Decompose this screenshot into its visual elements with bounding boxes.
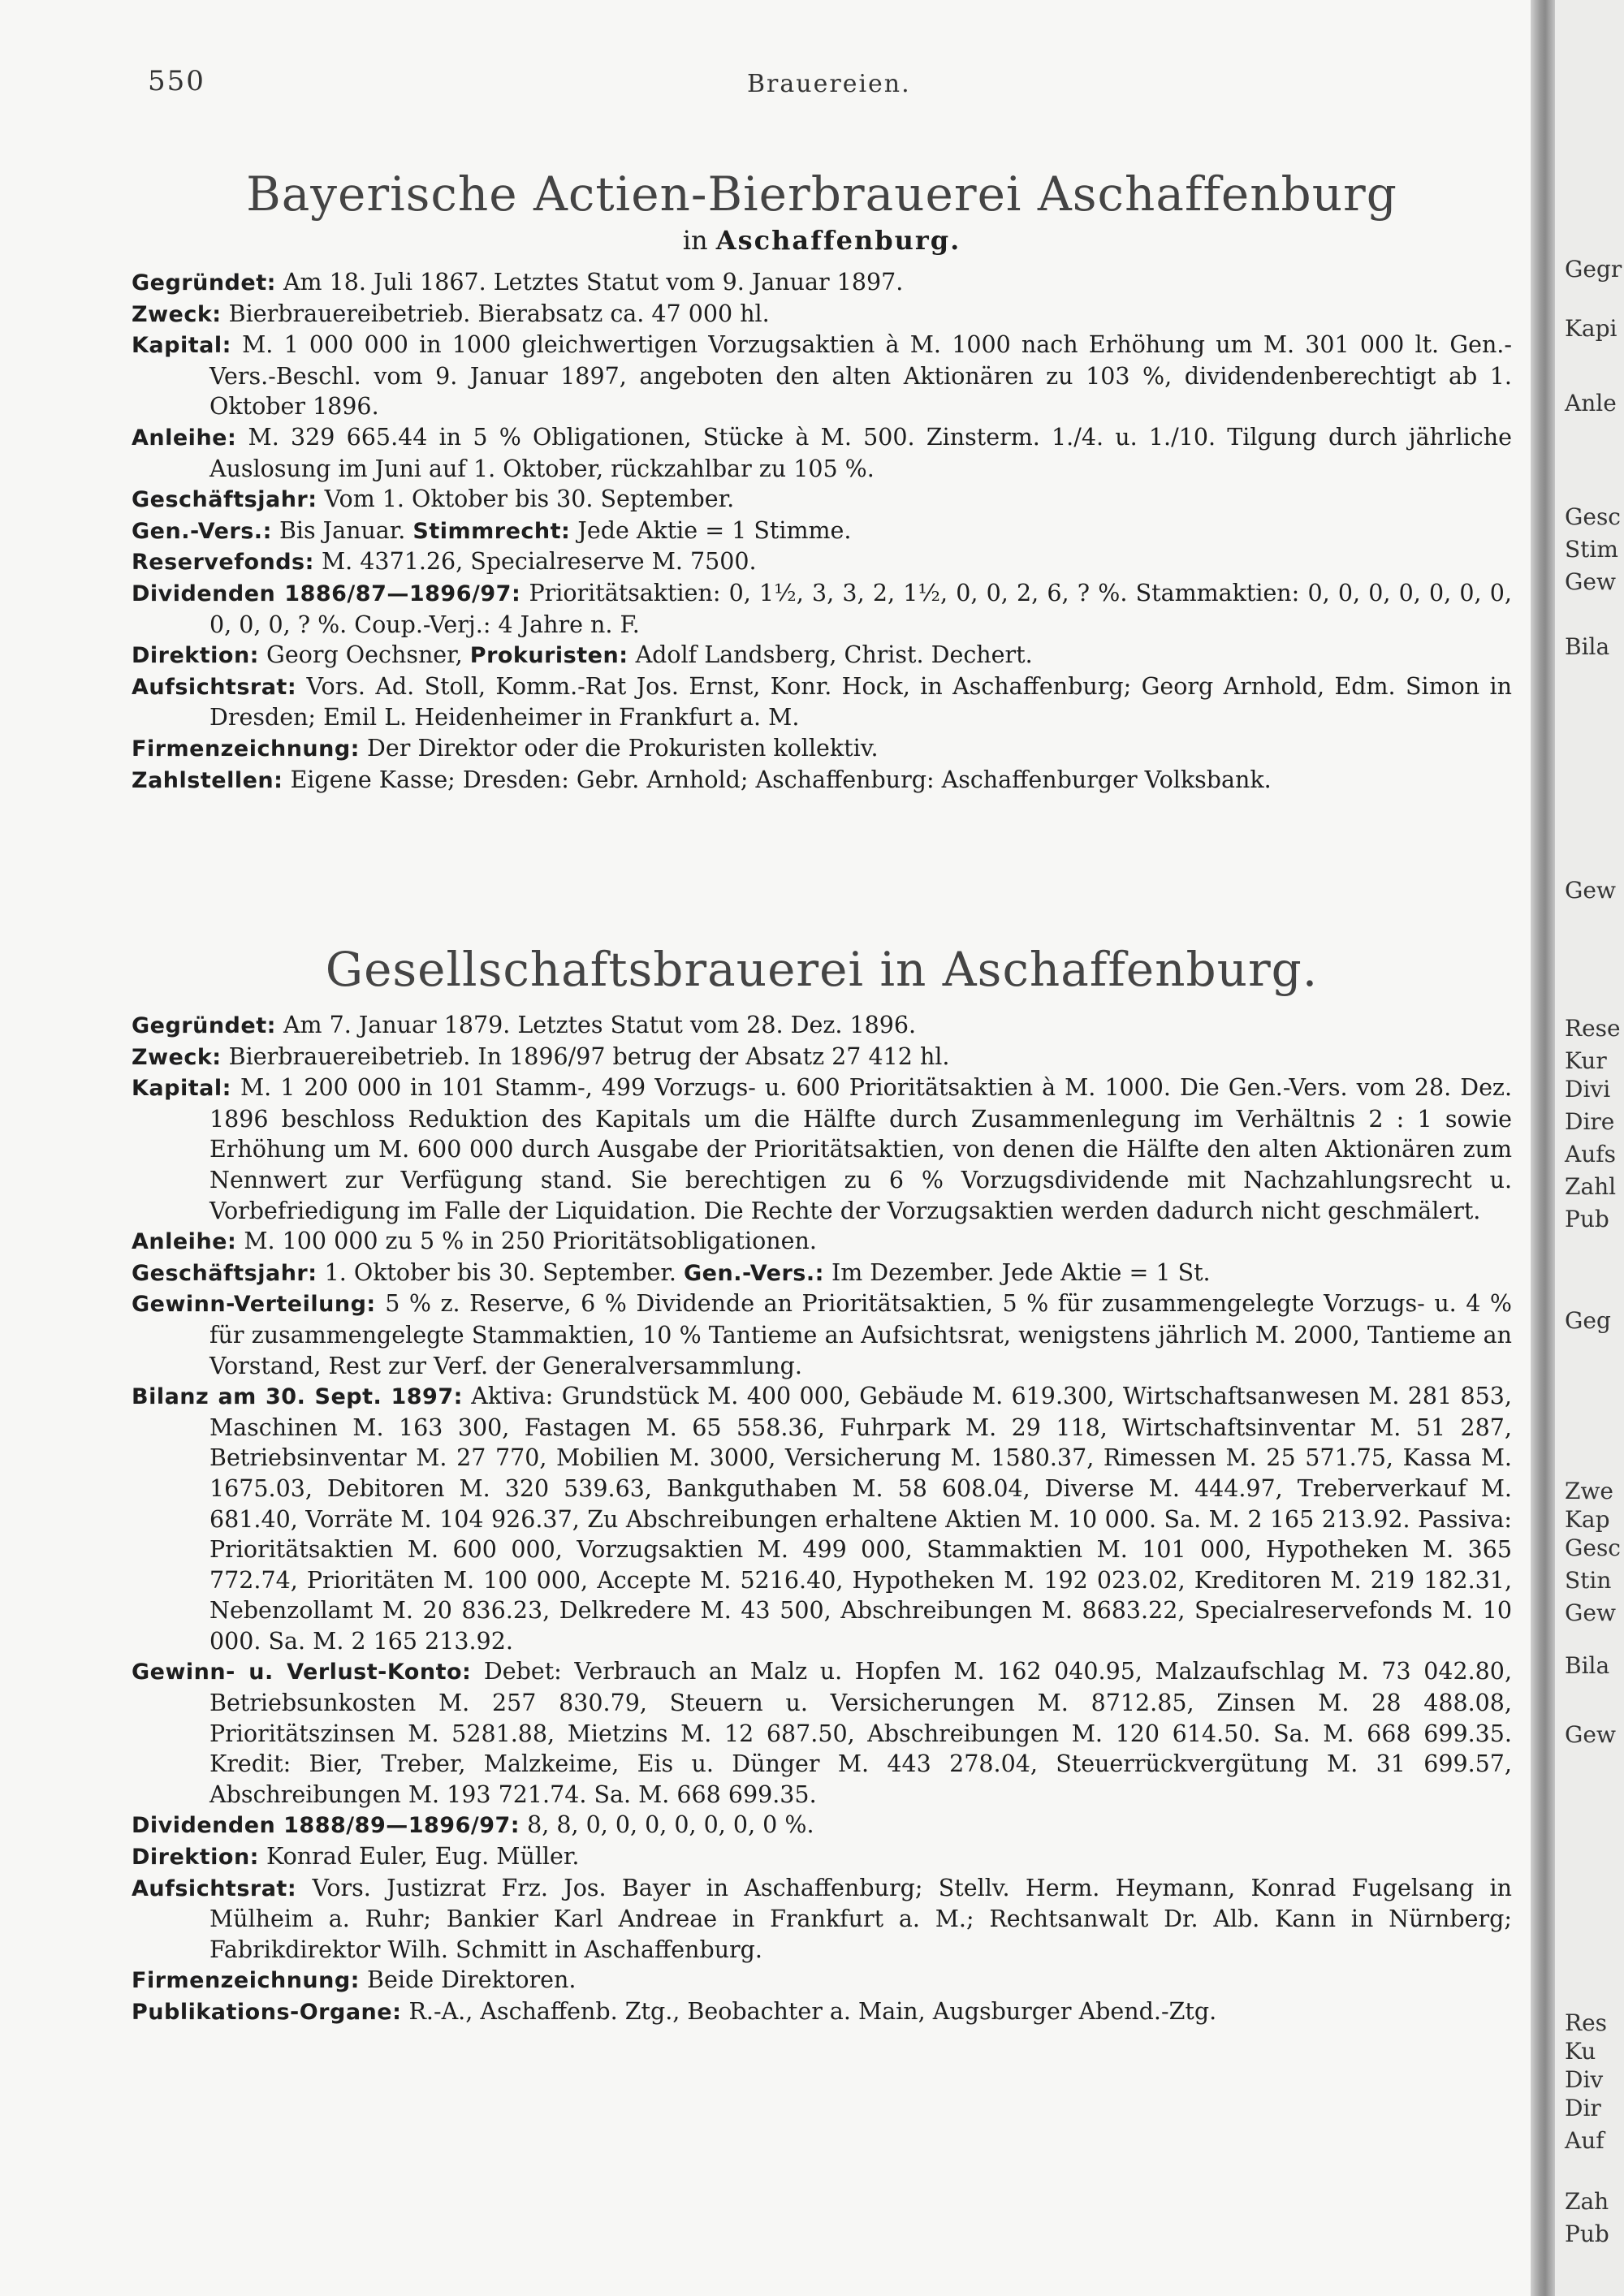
company-entry-bayerische (132, 166, 1512, 796)
entry-list (132, 267, 1512, 796)
entry-label: Dividenden 1888/89—1896/97: (132, 1813, 520, 1839)
entry-text: Konrad Euler, Eug. Müller. (266, 1843, 580, 1871)
entry-label: Zweck: (132, 1044, 222, 1070)
entry-line (132, 1042, 1512, 1073)
company-entry-gesellschaftsbrauerei (132, 942, 1512, 2028)
adjacent-page-fragment: Geg (1565, 1307, 1611, 1334)
company-title: Bayerische Actien-Bierbrauerei Aschaffenburg (246, 166, 1397, 222)
adjacent-page-fragment: Stin (1565, 1567, 1612, 1594)
entry-line (132, 733, 1512, 765)
adjacent-page-fragment: Gesc (1565, 503, 1621, 530)
entry-text: R.-A., Aschaffenb. Ztg., Beobachter a. Main, Augsburger Abend.-Ztg. (408, 1998, 1217, 2025)
adjacent-page-fragment: Kapi (1565, 315, 1618, 342)
entry-label: Aufsichtsrat: (132, 1875, 297, 1901)
adjacent-page-fragment: Stim (1565, 536, 1618, 563)
entry-label: Direktion: (132, 1845, 259, 1871)
entry-label: Kapital: (132, 1076, 231, 1102)
entry-line (132, 516, 1512, 547)
entry-line (132, 1965, 1512, 1996)
entry-text: Aktiva: Grundstück M. 400 000, Gebäude M. 619.300, Wirtschaftsanwesen M. 281 853, Maschinen M. 163 300, Fastagen M. 65 558.36, Fuhrpark M. 29 118, Wirtschaftsinventar M. 51 287, Betriebsinventar M. 27 770, Mobilien M. 3000, Versicherung M. 1580.37, Rimessen M. 25 571.75, Kassa M. 1675.03, Debitoren M. 320 539.63, Bankguthaben M. 58 608.04, Diverse M. 444.97, Treberverkauf M. 681.40, Vorräte M. 104 926.37, Zu Abschreibungen erhaltene Aktien M. 10 000. Sa. M. 2 165 213.92. Passiva: Prioritätsaktien M. 600 000, Vorzugsaktien M. 499 000, Stammaktien M. 101 000, Hypotheken M. 365 772.74, Prioritäten M. 100 000, Accepte M. 5216.40, Hypotheken M. 192 023.02, Kreditoren M. 219 182.31, Nebenzollamt M. 20 836.23, Delkredere M. 43 500, Abschreibungen M. 8683.22, Specialreservefonds M. 10 000. Sa. M. 2 165 213.92. (209, 1383, 1512, 1655)
entry-label: Firmenzeichnung: (132, 736, 360, 762)
entry-label: Reservefonds: (132, 550, 314, 576)
entry-text: Prioritätsaktien: 0, 1½, 3, 3, 2, 1½, 0, 0, 2, 6, ? %. Stammaktien: 0, 0, 0, 0, 0, 0, 0, 0, 0, 0, ? %. Coup.-Verj.: 4 Jahre n. F. (209, 579, 1512, 638)
entry-label: Publikations-Organe: (132, 2000, 402, 2025)
adjacent-page-fragment: Div (1565, 2066, 1604, 2093)
entry-label: Anleihe: (132, 1229, 237, 1255)
entry-label: Gen.-Vers.: (132, 518, 272, 544)
entry-text: Adolf Landsberg, Christ. Dechert. (635, 641, 1033, 669)
adjacent-page-fragment: Dir (1565, 2095, 1601, 2121)
entry-label: Prokuristen: (469, 643, 628, 669)
entry-text: Bierbrauereibetrieb. Bierabsatz ca. 47 000 hl. (228, 300, 770, 327)
adjacent-page-fragment: Bila (1565, 1652, 1610, 1679)
entry-label: Firmenzeichnung: (132, 1968, 360, 1994)
entry-text: Am 7. Januar 1879. Letztes Statut vom 28. Dez. 1896. (283, 1012, 917, 1038)
entry-text: M. 329 665.44 in 5 % Obligationen, Stücke à M. 500. Zinsterm. 1./4. u. 1./10. Tilgung durch jährliche Auslosung im Juni auf 1. Oktober, rückzahlbar zu 105 %. (209, 423, 1512, 482)
entry-text: Vors. Justizrat Frz. Jos. Bayer in Aschaffenburg; Stellv. Herm. Heymann, Konrad Fugelsang in Mülheim a. Ruhr; Bankier Karl Andreae in Frankfurt a. M.; Rechtsanwalt Dr. Alb. Kann in Nürnberg; Fabrikdirektor Wilh. Schmitt in Aschaffenburg. (209, 1874, 1512, 1963)
adjacent-page-fragment: Gew (1565, 568, 1616, 595)
adjacent-page-fragment: Auf (1565, 2127, 1605, 2154)
entry-text: Im Dezember. Jede Aktie = 1 St. (831, 1258, 1211, 1286)
adjacent-page-fragment: Pub (1565, 2220, 1609, 2247)
entry-label: Dividenden 1886/87—1896/97: (132, 580, 521, 606)
entry-label: Stimmrecht: (412, 518, 571, 544)
entry-label: Gewinn-Verteilung: (132, 1292, 376, 1318)
adjacent-page-fragment: Zah (1565, 2188, 1609, 2215)
adjacent-page-fragment: Zahl (1565, 1173, 1617, 1200)
location-prefix: in (682, 225, 708, 256)
adjacent-page-fragment: Dire (1565, 1108, 1615, 1135)
entry-line (132, 484, 1512, 516)
entry-label: Aufsichtsrat: (132, 674, 297, 700)
entry-text: Bis Januar. (279, 516, 406, 544)
entry-list (132, 1010, 1512, 2028)
entry-label: Kapital: (132, 333, 231, 359)
entry-label: Geschäftsjahr: (132, 1260, 317, 1286)
entry-text: 1. Oktober bis 30. September. (324, 1258, 676, 1286)
entry-line (132, 1381, 1512, 1656)
entry-line (132, 1288, 1512, 1381)
entry-text: Vors. Ad. Stoll, Komm.-Rat Jos. Ernst, Konr. Hock, in Aschaffenburg; Georg Arnhold, Edm. Simon in Dresden; Emil L. Heidenheimer in Frankfurt a. M. (209, 672, 1512, 732)
entry-text: 5 % z. Reserve, 6 % Dividende an Prioritätsaktien, 5 % für zusammengelegte Vorzugs- u. 4 % für zusammengelegte Stammaktien, 10 % Tantieme an Aufsichtsrat, wenigstens jährlich M. 2000, Tantieme an Vorstand, Rest zur Verf. der Generalversammlung. (209, 1290, 1512, 1379)
running-head: Brauereien. (747, 70, 911, 98)
entry-label: Gen.-Vers.: (684, 1260, 824, 1286)
entry-line (132, 671, 1512, 733)
entry-line (132, 1810, 1512, 1841)
entry-text: Beide Direktoren. (367, 1966, 577, 1994)
entry-line (132, 422, 1512, 484)
adjacent-page-fragment: Divi (1565, 1076, 1611, 1103)
entry-label: Anleihe: (132, 425, 237, 451)
entry-text: Am 18. Juli 1867. Letztes Statut vom 9. Januar 1897. (283, 269, 904, 296)
entry-line (132, 330, 1512, 422)
entry-text: 8, 8, 0, 0, 0, 0, 0, 0, 0 %. (527, 1811, 814, 1839)
adjacent-page-fragment: Kur (1565, 1047, 1607, 1074)
company-location (132, 225, 1512, 256)
entry-label: Gewinn- u. Verlust-Konto: (132, 1659, 472, 1685)
entry-text: Der Direktor oder die Prokuristen kollektiv. (367, 734, 879, 762)
adjacent-page-fragment: Ku (1565, 2038, 1596, 2065)
adjacent-page-fragment: Anle (1565, 390, 1617, 416)
adjacent-page-fragment: Rese (1565, 1015, 1621, 1042)
entry-label: Zweck: (132, 301, 222, 327)
adjacent-page-fragment: Aufs (1565, 1141, 1616, 1167)
entry-text: Georg Oechsner, (266, 641, 463, 669)
adjacent-page-fragment: Gew (1565, 877, 1616, 904)
entry-label: Zahlstellen: (132, 767, 283, 793)
adjacent-page-fragment: Bila (1565, 633, 1610, 660)
entry-line (132, 578, 1512, 640)
adjacent-page-fragment: Gesc (1565, 1534, 1621, 1561)
entry-text: Eigene Kasse; Dresden: Gebr. Arnhold; Aschaffenburg: Aschaffenburger Volksbank. (290, 766, 1272, 793)
entry-text: Jede Aktie = 1 Stimme. (577, 516, 852, 544)
entry-label: Gegründet: (132, 1013, 276, 1038)
adjacent-page-fragment: Gegr (1565, 256, 1622, 283)
page-number: 550 (148, 65, 205, 97)
entry-line (132, 1072, 1512, 1226)
entry-line (132, 546, 1512, 578)
entry-text: Vom 1. Oktober bis 30. September. (324, 486, 735, 513)
adjacent-page-fragment: Zwe (1565, 1478, 1613, 1504)
entry-line (132, 1010, 1512, 1042)
entry-label: Gegründet: (132, 270, 276, 296)
entry-text: M. 4371.26, Specialreserve M. 7500. (322, 548, 757, 576)
entry-label: Bilanz am 30. Sept. 1897: (132, 1384, 463, 1410)
entry-line (132, 1996, 1512, 2028)
location-name: Aschaffenburg. (715, 225, 961, 256)
book-gutter (1531, 0, 1555, 2296)
entry-line (132, 1656, 1512, 1810)
adjacent-page-edge (1555, 0, 1624, 2296)
entry-text: M. 100 000 zu 5 % in 250 Prioritätsobligationen. (244, 1228, 817, 1255)
entry-label: Geschäftsjahr: (132, 487, 317, 513)
entry-label: Direktion: (132, 643, 259, 669)
entry-line (132, 1258, 1512, 1289)
entry-line (132, 1226, 1512, 1258)
company-title: Gesellschaftsbrauerei in Aschaffenburg. (325, 942, 1319, 997)
adjacent-page-fragment: Pub (1565, 1206, 1609, 1232)
entry-line (132, 765, 1512, 796)
entry-line (132, 640, 1512, 671)
entry-text: Debet: Verbrauch an Malz u. Hopfen M. 162 040.95, Malzaufschlag M. 73 042.80, Betriebsunkosten M. 257 830.79, Steuern u. Versicherungen M. 8712.85, Zinsen M. 28 488.08, Prioritätszinsen M. 5281.88, Mietzins M. 12 687.50, Abschreibungen M. 120 614.50. Sa. M. 668 699.35. Kredit: Bier, Treber, Malzkeime, Eis u. Dünger M. 443 278.04, Steuerrückvergütung M. 31 699.57, Abschreibungen M. 193 721.74. Sa. M. 668 699.35. (209, 1658, 1513, 1808)
entry-line (132, 267, 1512, 299)
entry-text: M. 1 200 000 in 101 Stamm-, 499 Vorzugs- u. 600 Prioritätsaktien à M. 1000. Die Gen.-Vers. vom 28. Dez. 1896 beschloss Reduktion des Kapitals um die Hälfte durch Zusammenlegung im Verhältnis 2 : 1 sowie Erhöhung um M. 600 000 durch Ausgabe der Prioritätsaktien, von denen die Hälfte den alten Aktionären zum Nennwert zur Verfügung stand. Sie berechtigen zu 6 % Vorzugsdividende mit Nachzahlungsrecht u. Vorbefriedigung im Falle der Liquidation. Die Rechte der Vorzugsaktien werden dadurch nicht geschmälert. (209, 1074, 1513, 1224)
adjacent-page-fragment: Kap (1565, 1506, 1610, 1533)
adjacent-page-fragment: Gew (1565, 1599, 1616, 1626)
entry-line (132, 299, 1512, 330)
adjacent-page-fragment: Res (1565, 2009, 1608, 2036)
entry-text: Bierbrauereibetrieb. In 1896/97 betrug der Absatz 27 412 hl. (228, 1042, 950, 1070)
adjacent-page-fragment: Gew (1565, 1721, 1616, 1748)
entry-line (132, 1873, 1512, 1966)
entry-line (132, 1841, 1512, 1873)
entry-text: M. 1 000 000 in 1000 gleichwertigen Vorzugsaktien à M. 1000 nach Erhöhung um M. 301 000 lt. Gen.-Vers.-Beschl. vom 9. Januar 1897, angeboten den alten Aktionären zu 103 %, dividendenberechtigt ab 1. Oktober 1896. (209, 331, 1512, 421)
